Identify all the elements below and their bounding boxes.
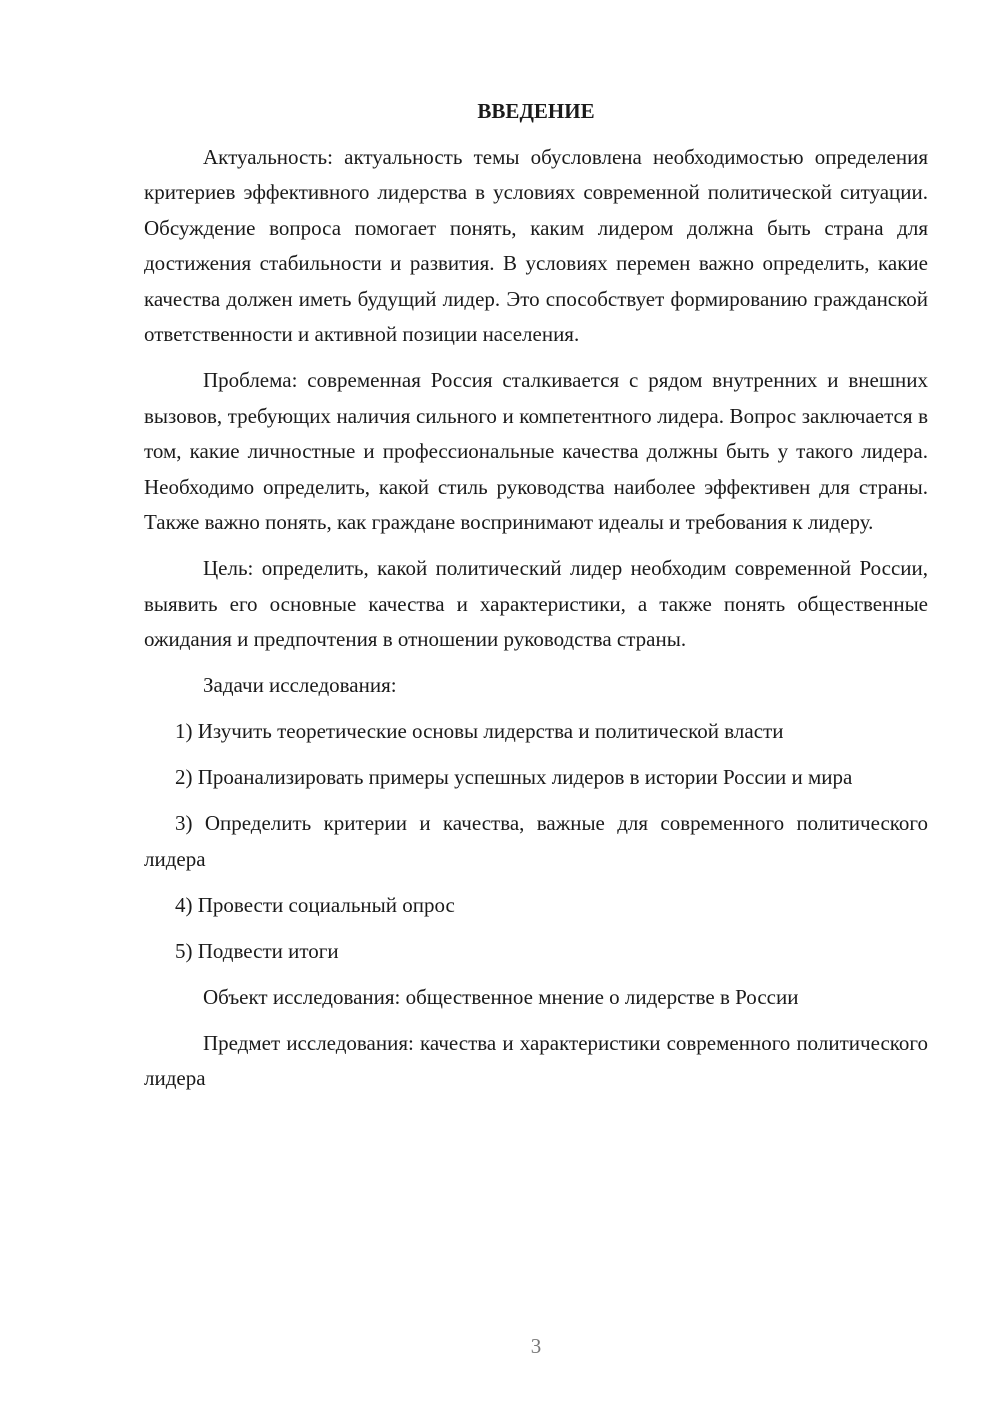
page-number: 3 <box>530 1334 542 1358</box>
paragraph-object: Объект исследования: общественное мнение о лидерстве в России <box>203 984 799 1009</box>
task-item-4: 4) Провести социальный опрос <box>175 892 455 917</box>
task-item-2: 2) Проанализировать примеры успешных лидеров в истории России и мира <box>175 765 853 789</box>
tasks-heading: Задачи исследования: <box>203 673 397 697</box>
paragraph-goal: Цель: определить, какой политический лидер необходим современной России, выявить его основные качества и характеристики, а также понять общественные ожидания и предпочтения в отношении руководства страны. <box>144 556 928 651</box>
paragraph-problem: Проблема: современная Россия сталкивается с рядом внутренних и внешних вызовов, требующих наличия сильного и компетентного лидера. Вопрос заключается в том, какие личностные и профессиональные качества должны быть у такого лидера. Необходимо определить, какой стиль руководства наиболее эффективен для страны. Также важно понять, как граждане воспринимают идеалы и требования к лидеру. <box>144 368 928 534</box>
task-item-5: 5) Подвести итоги <box>175 938 339 963</box>
document-body <box>144 94 928 1107</box>
paragraph-relevance: Актуальность: актуальность темы обусловлена необходимостью определения критериев эффективного лидерства в условиях современной политической ситуации. Обсуждение вопроса помогает понять, каким лидером должна быть страна для достижения стабильности и развития. В условиях перемен важно определить, какие качества должен иметь будущий лидер. Это способствует формированию гражданской ответственности и активной позиции населения. <box>144 144 928 346</box>
task-item-3: 3) Определить критерии и качества, важные для современного политического лидера <box>144 811 928 871</box>
page-title: ВВЕДЕНИЕ <box>477 99 595 123</box>
task-item-1: 1) Изучить теоретические основы лидерства и политической власти <box>175 719 784 743</box>
paragraph-subject: Предмет исследования: качества и характеристики современного политического лидера <box>144 1030 928 1090</box>
